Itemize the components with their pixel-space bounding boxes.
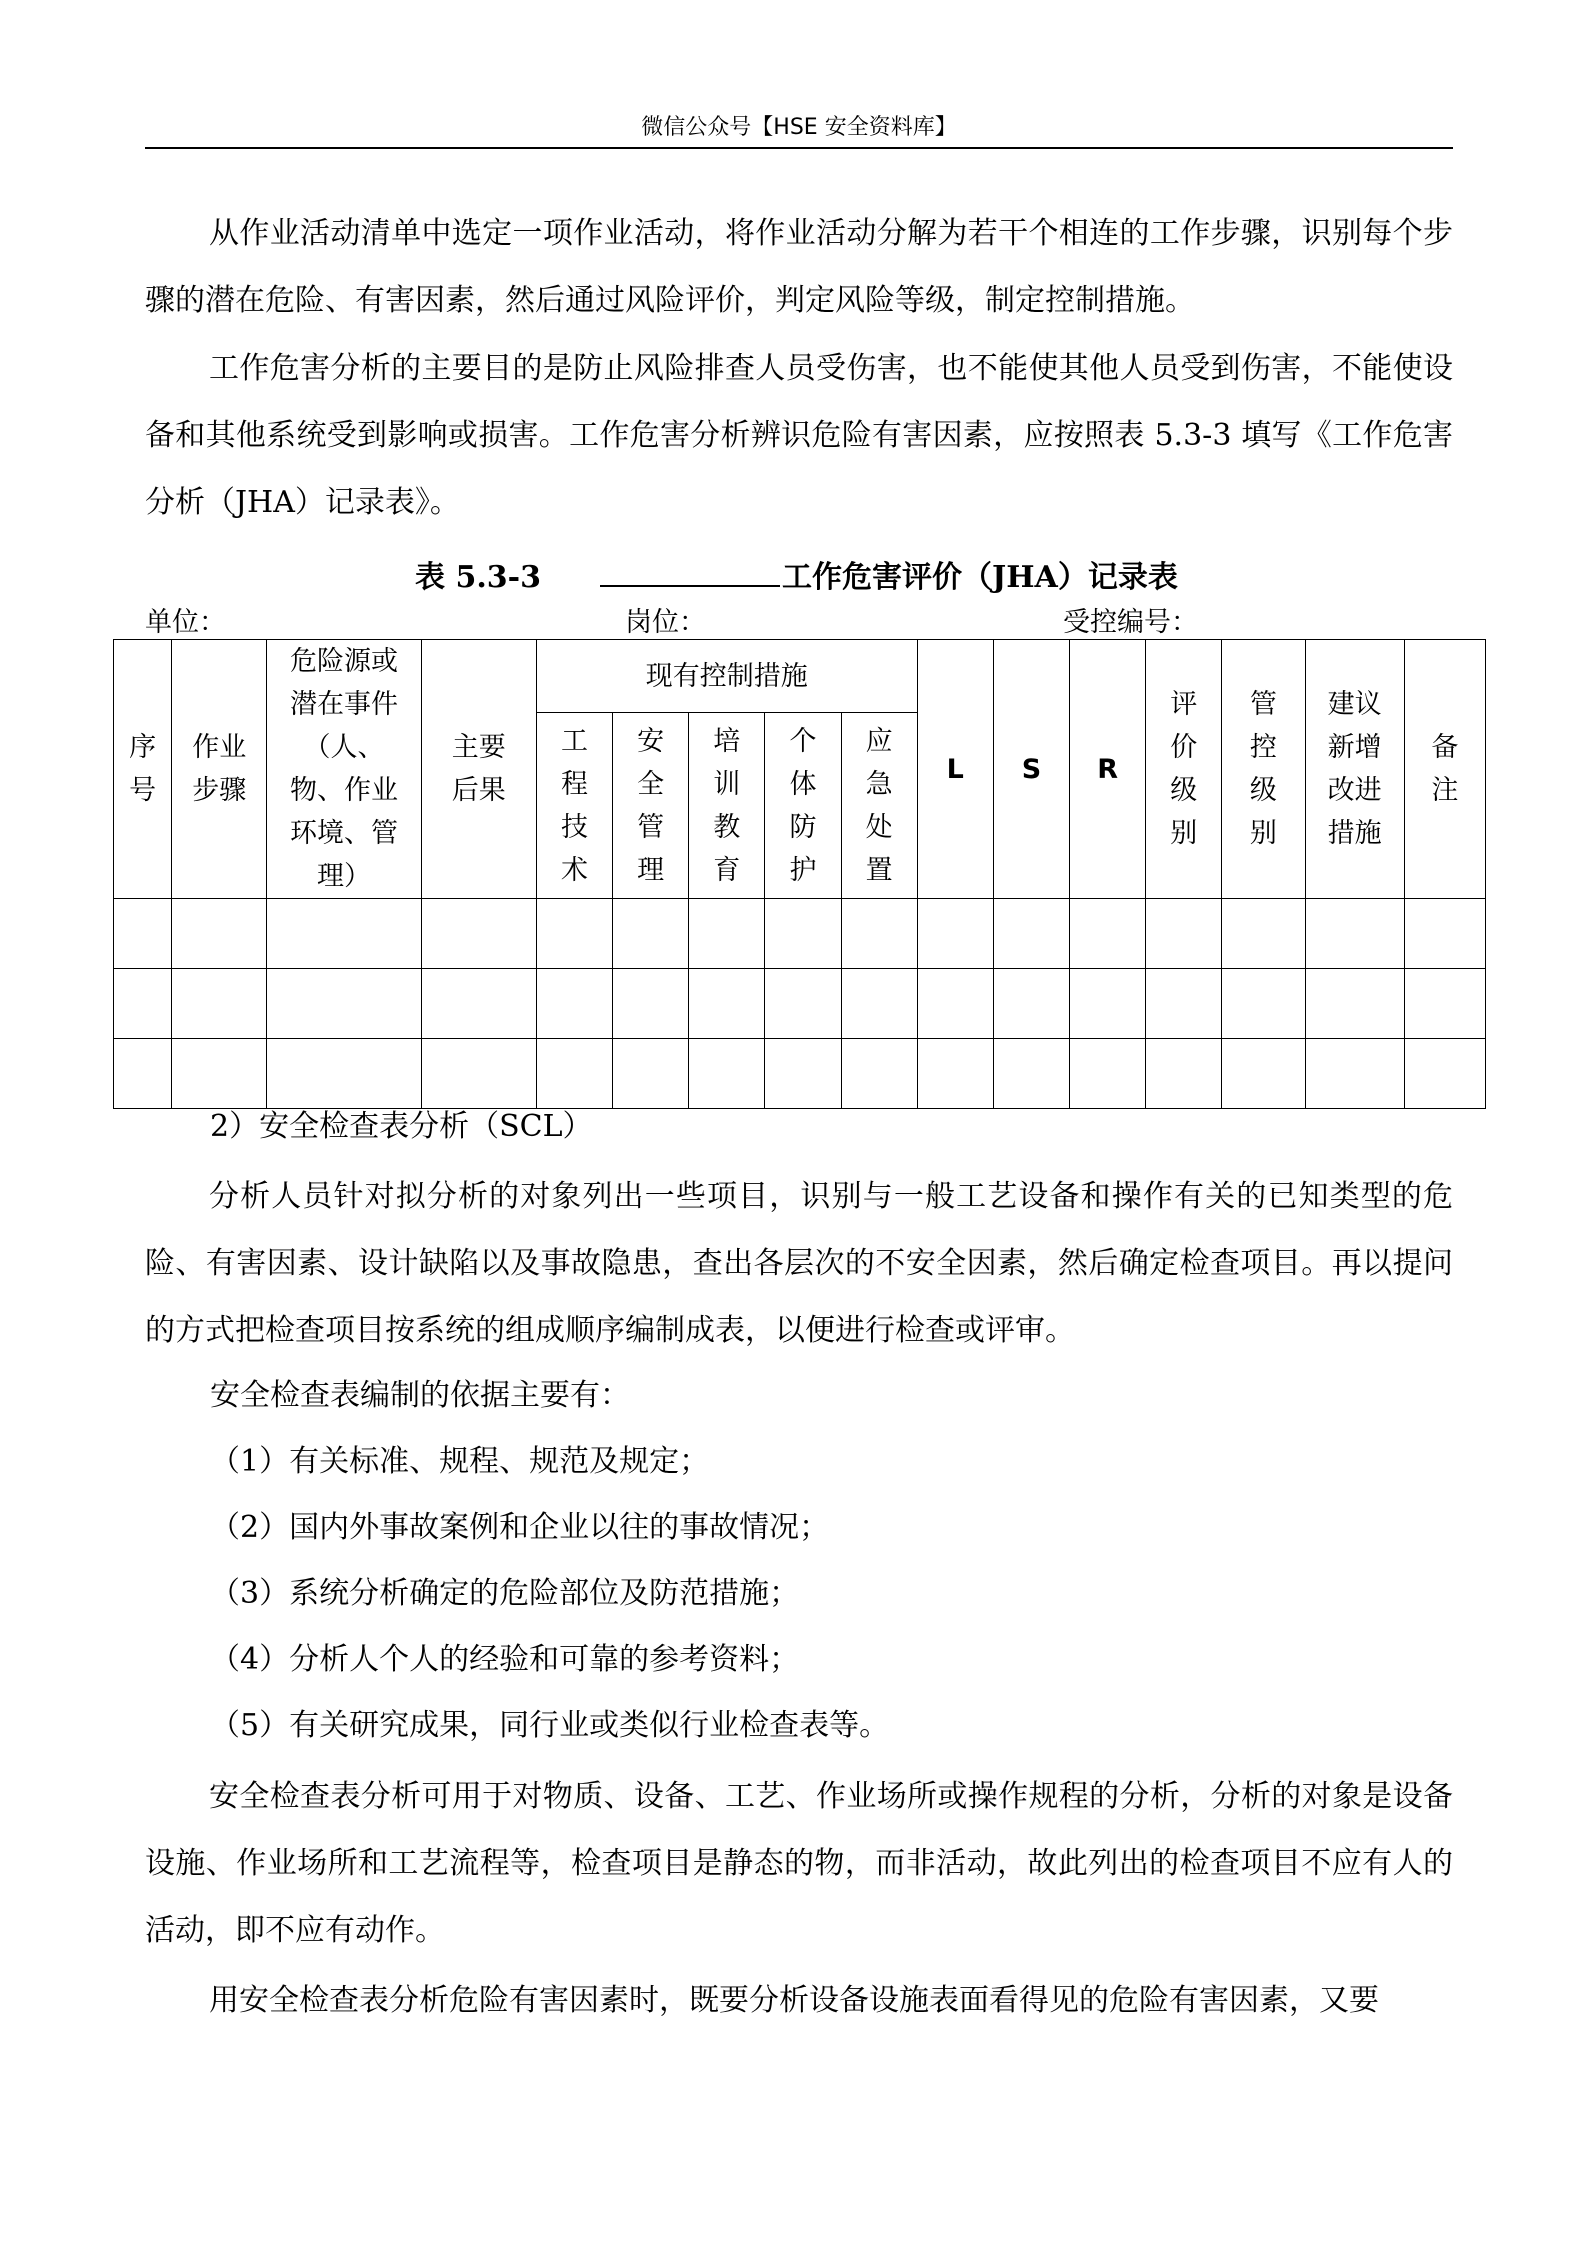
table-row	[114, 899, 1486, 969]
header-suggest: 建议新增改进措施	[1305, 640, 1404, 899]
header-emergency: 应急处置	[841, 713, 917, 899]
table-row	[114, 969, 1486, 1039]
header-seq: 序号	[114, 640, 172, 899]
header-safety-mgmt: 安全管理	[613, 713, 689, 899]
header-training: 培训教育	[689, 713, 765, 899]
scl-heading: 2）安全检查表分析（SCL）	[210, 1109, 593, 1144]
header-S: S	[993, 640, 1069, 899]
basis-item-5: （5）有关研究成果，同行业或类似行业检查表等。	[210, 1708, 890, 1743]
paragraph-jha-purpose: 工作危害分析的主要目的是防止风险排查人员受伤害，也不能使其他人员受到伤害，不能使设备和其他系统受到影响或损害。工作危害分析辨识危险有害因素，应按照表 5.3-3 填写《工作危害分析（JHA）记录表》。	[145, 351, 1453, 520]
table-title-text: 工作危害评价（JHA）记录表	[782, 560, 1178, 595]
header-ctrl-level: 管控级别	[1222, 640, 1305, 899]
basis-item-4: （4）分析人个人的经验和可靠的参考资料；	[210, 1642, 800, 1677]
table-number: 表 5.3-3	[415, 560, 541, 595]
header-L: L	[917, 640, 993, 899]
unit-label: 单位：	[145, 607, 226, 638]
paragraph-scl-scope: 安全检查表分析可用于对物质、设备、工艺、作业场所或操作规程的分析，分析的对象是设备设施、作业场所和工艺流程等，检查项目是静态的物，而非活动，故此列出的检查项目不应有人的活动，即不应有动作。	[145, 1779, 1453, 1948]
header-remark: 备注	[1404, 640, 1485, 899]
header-consequence: 主要后果	[421, 640, 536, 899]
page-header: 微信公众号【HSE 安全资料库】	[641, 115, 957, 140]
header-ppe: 个体防护	[765, 713, 841, 899]
jha-record-table	[113, 639, 1486, 1109]
paragraph-scl-usage: 用安全检查表分析危险有害因素时，既要分析设备设施表面看得见的危险有害因素，又要	[209, 1983, 1379, 2018]
control-number-label: 受控编号：	[1063, 607, 1198, 638]
basis-item-2: （2）国内外事故案例和企业以往的事故情况；	[210, 1510, 830, 1545]
header-controls-group: 现有控制措施	[536, 640, 917, 713]
table-row	[114, 1039, 1486, 1109]
table-title	[600, 552, 1178, 596]
title-blank-line	[600, 557, 780, 587]
header-rule	[145, 147, 1453, 149]
basis-item-3: （3）系统分析确定的危险部位及防范措施；	[210, 1576, 800, 1611]
post-label: 岗位：	[625, 607, 706, 638]
paragraph-jha-intro: 从作业活动清单中选定一项作业活动，将作业活动分解为若干个相连的工作步骤，识别每个步骤的潜在危险、有害因素，然后通过风险评价，判定风险等级，制定控制措施。	[145, 216, 1453, 318]
basis-item-1: （1）有关标准、规程、规范及规定；	[210, 1444, 710, 1479]
header-step: 作业步骤	[172, 640, 267, 899]
paragraph-scl-basis: 安全检查表编制的依据主要有：	[210, 1378, 630, 1413]
header-engineering: 工程技术	[536, 713, 612, 899]
header-R: R	[1070, 640, 1146, 899]
paragraph-scl-method: 分析人员针对拟分析的对象列出一些项目，识别与一般工艺设备和操作有关的已知类型的危险、有害因素、设计缺陷以及事故隐患，查出各层次的不安全因素，然后确定检查项目。再以提问的方式把检查项目按系统的组成顺序编制成表，以便进行检查或评审。	[145, 1179, 1453, 1348]
header-eval-level: 评价级别	[1146, 640, 1222, 899]
header-hazard: 危险源或潜在事件（人、物、作业环境、管理）	[267, 640, 421, 899]
